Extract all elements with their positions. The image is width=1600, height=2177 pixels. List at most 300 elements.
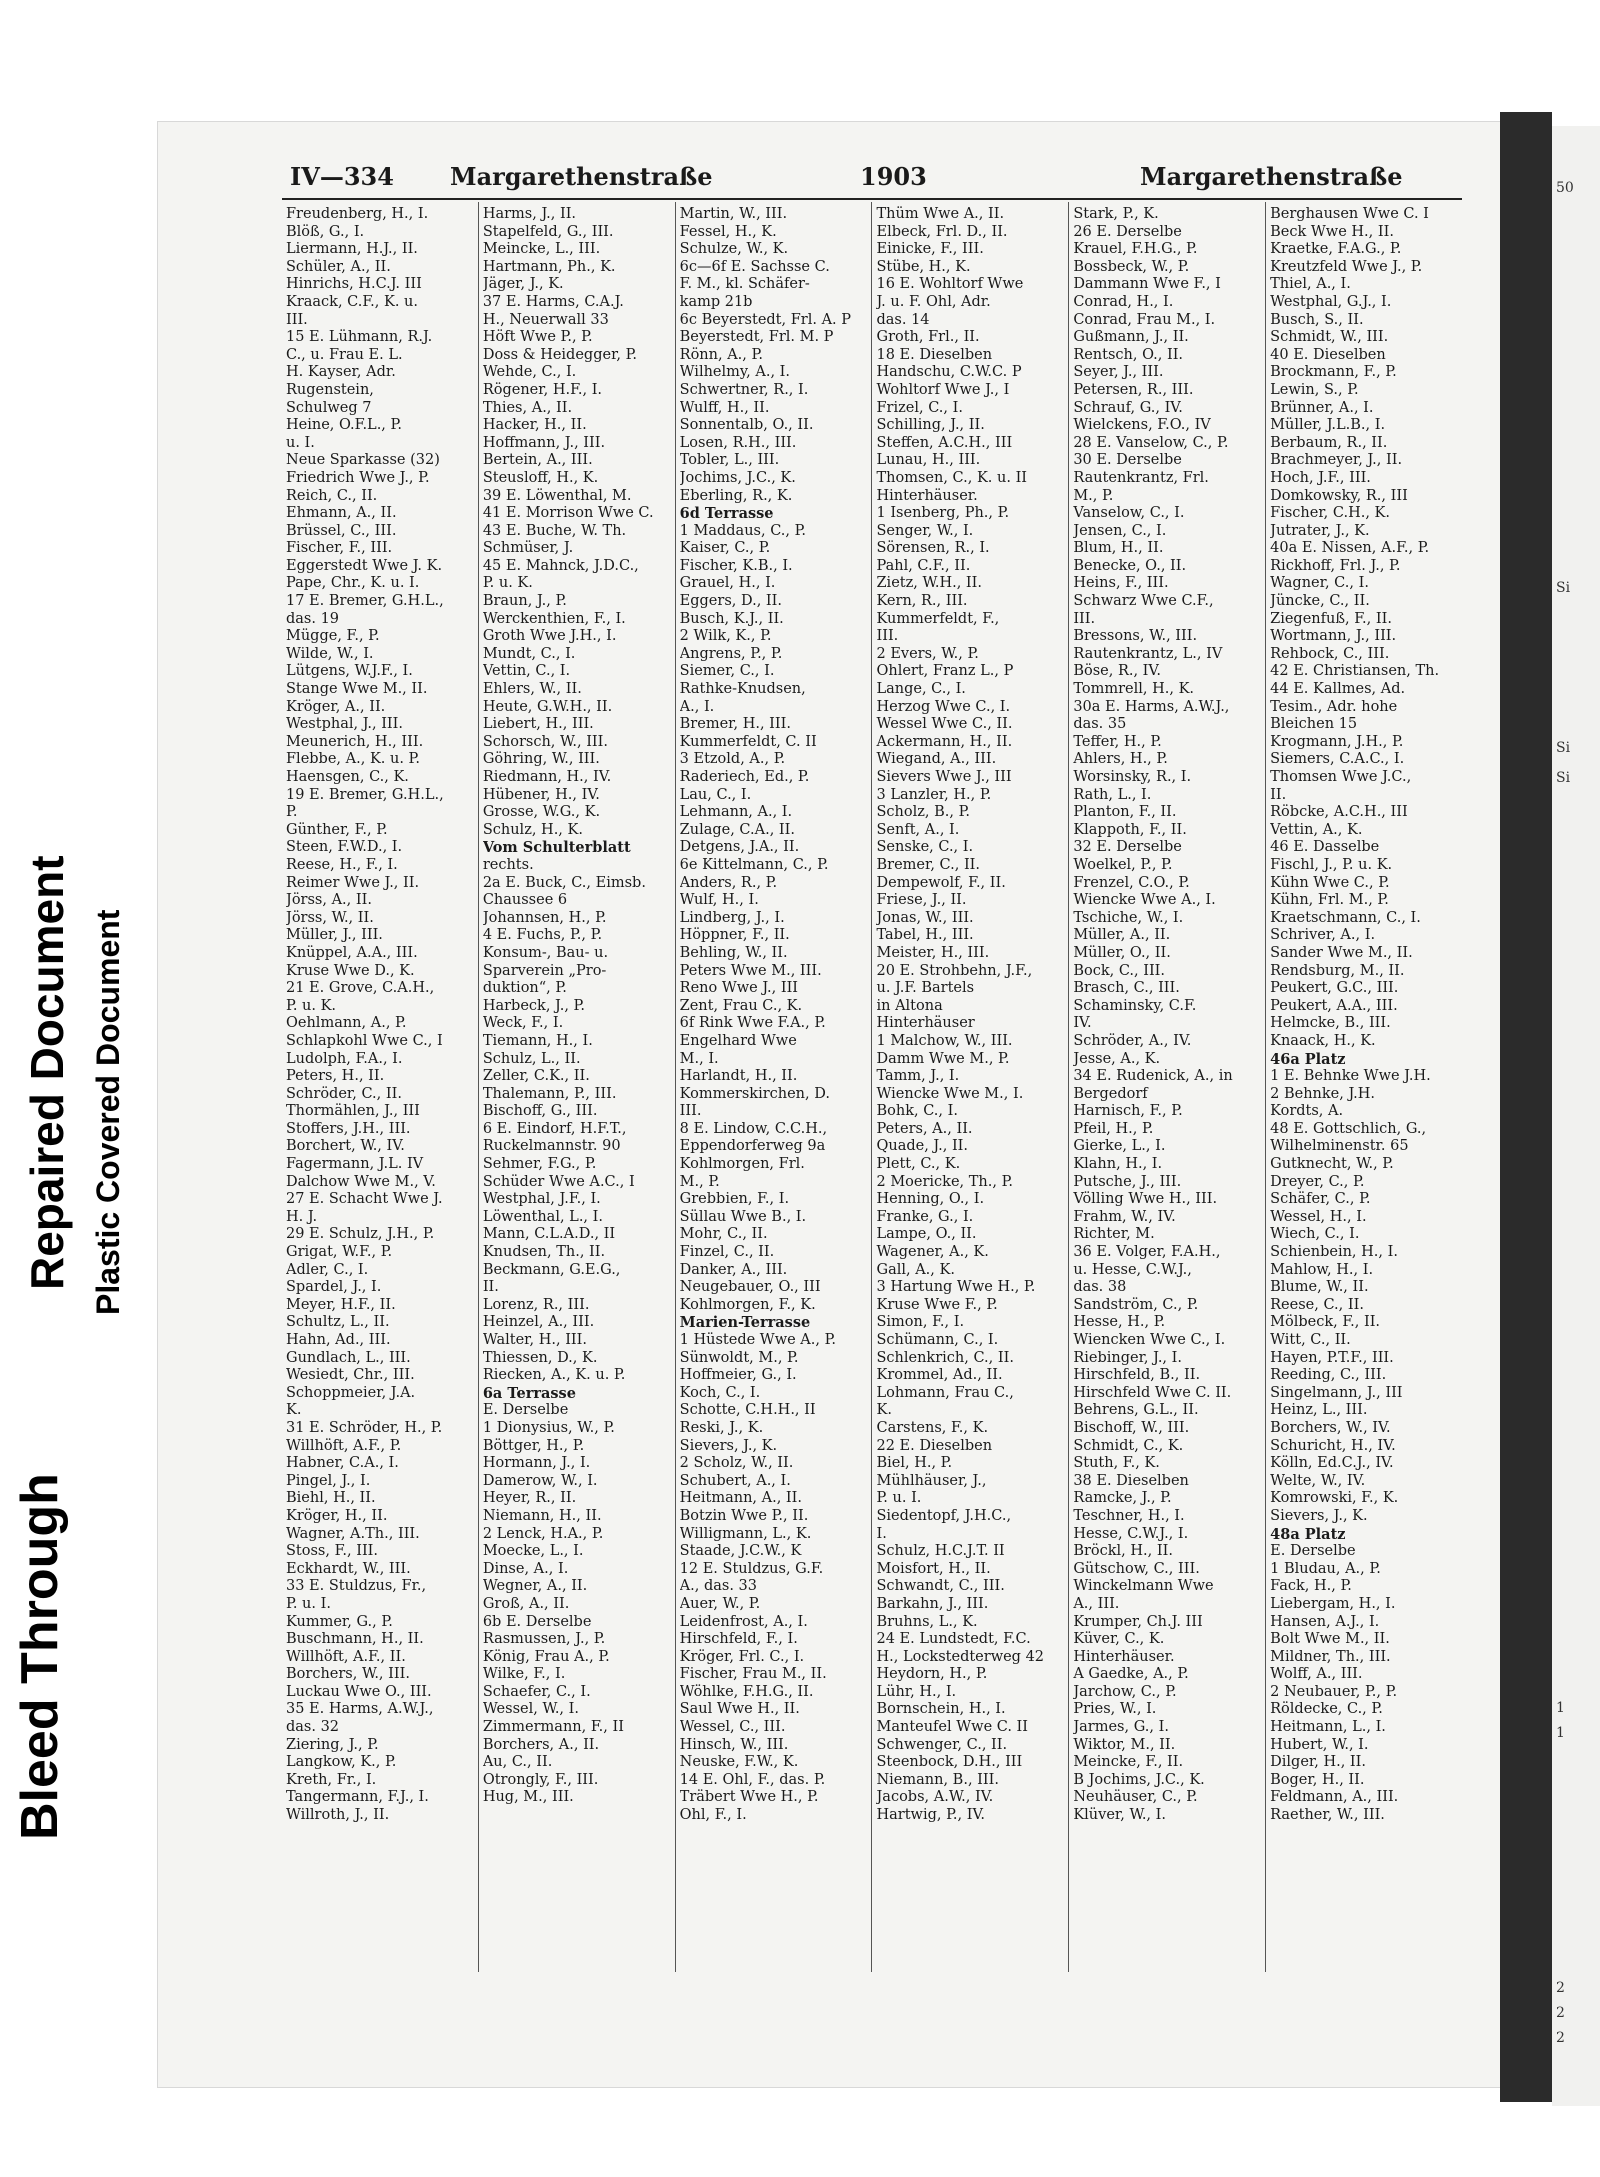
- adjacent-page-fragment: 1: [1556, 1700, 1565, 1716]
- directory-entry: Ramcke, J., P.: [1073, 1490, 1172, 1507]
- directory-entry: Schröder, C., II.: [286, 1085, 402, 1102]
- directory-entry: 39 E. Löwenthal, M.: [482, 487, 632, 504]
- directory-entry: Hesse, H., P.: [1073, 1314, 1166, 1331]
- directory-entry: Hacker, H., II.: [482, 417, 587, 434]
- directory-entry: 28 E. Vanselow, C., P.: [1073, 434, 1229, 451]
- directory-entry: Stoss, F., III.: [286, 1543, 379, 1560]
- directory-entry: Wagner, A.Th., III.: [286, 1525, 420, 1542]
- directory-entry: Bruhns, L., K.: [876, 1613, 978, 1630]
- directory-entry: Ohlert, Franz L., P: [876, 663, 1014, 680]
- directory-entry: Schilling, J., II.: [876, 417, 985, 434]
- directory-entry: Jutrater, J., K.: [1270, 522, 1370, 539]
- directory-entry: Biel, H., P.: [876, 1455, 953, 1472]
- directory-entry: Einicke, F., III.: [876, 241, 984, 258]
- directory-entry: Kreutzfeld Wwe J., P.: [1270, 258, 1423, 275]
- directory-entry: Jacobs, A.W., IV.: [876, 1789, 994, 1806]
- directory-entry: Barkahn, J., III.: [876, 1595, 989, 1612]
- directory-entry: Rickhoff, Frl. J., P.: [1270, 557, 1401, 574]
- directory-entry: Wessel, C., III.: [679, 1719, 786, 1736]
- directory-entry: duktion“, P.: [482, 980, 567, 997]
- directory-entry: Haensgen, C., K.: [286, 769, 409, 785]
- directory-entry: Mölbeck, F., II.: [1270, 1314, 1381, 1331]
- directory-entry: Bertein, A., III.: [482, 452, 593, 469]
- directory-entry: 2 Wilk, K., P.: [679, 628, 772, 645]
- directory-entry: Gundlach, L., III.: [286, 1349, 411, 1366]
- directory-entry: Eckhardt, W., III.: [286, 1560, 411, 1577]
- directory-entry: P.: [286, 804, 298, 821]
- directory-entry: Niemann, H., II.: [482, 1507, 602, 1524]
- directory-entry: 45 E. Mahnck, J.D.C.,: [482, 557, 639, 574]
- directory-entry: Putsche, J., III.: [1073, 1173, 1182, 1190]
- directory-entry: Schienbein, H., I.: [1270, 1244, 1398, 1261]
- directory-entry: u. J.F. Bartels: [876, 980, 975, 997]
- directory-entry: Rathke-Knudsen,: [679, 681, 806, 698]
- directory-entry: 37 E. Harms, C.A.J.: [482, 293, 624, 310]
- directory-entry: Hinterhäuser.: [1073, 1648, 1175, 1665]
- directory-entry: Jochims, J.C., K.: [679, 469, 796, 486]
- directory-entry: Wessel Wwe C., II.: [876, 716, 1013, 733]
- directory-entry: das. 35: [1073, 716, 1127, 733]
- directory-entry: 6c Beyerstedt, Frl. A. P: [679, 311, 852, 328]
- directory-entry: Lampe, O., II.: [876, 1226, 977, 1243]
- directory-entry: Rath, L., I.: [1073, 786, 1152, 803]
- directory-entry: Hug, M., III.: [482, 1789, 574, 1806]
- directory-entry: Reeding, C., III.: [1270, 1367, 1387, 1384]
- directory-entry: II.: [482, 1279, 499, 1296]
- directory-entry: Fischer, K.B., I.: [679, 557, 793, 574]
- directory-entry: Schaminsky, C.F.: [1073, 997, 1197, 1014]
- directory-entry: Jesse, A., K.: [1073, 1050, 1161, 1067]
- directory-entry: Hoffmeier, G., I.: [679, 1367, 797, 1384]
- directory-entry: K.: [286, 1402, 302, 1419]
- directory-entry: Petersen, R., III.: [1073, 381, 1194, 398]
- directory-entry: Spardel, J., I.: [286, 1279, 382, 1296]
- directory-entry: Lange, C., I.: [876, 681, 966, 698]
- directory-entry: 27 E. Schacht Wwe J.: [286, 1191, 443, 1208]
- directory-entry: 4 E. Fuchs, P., P.: [482, 927, 603, 944]
- directory-entry: Schmüser, J.: [482, 540, 574, 557]
- directory-entry: Detgens, J.A., II.: [679, 839, 800, 856]
- directory-entry: Worsinsky, R., I.: [1073, 769, 1192, 785]
- directory-entry: 6c—6f E. Sachsse C.: [679, 258, 830, 275]
- directory-entry: H. Kayser, Adr.: [286, 364, 396, 381]
- directory-entry: Groth, Frl., II.: [876, 329, 980, 346]
- directory-entry: Zietz, W.H., II.: [876, 575, 982, 592]
- directory-entry: Kummerfeldt, C. II: [679, 733, 817, 750]
- directory-entry: Stoffers, J.H., III.: [286, 1120, 411, 1137]
- directory-entry: Grauel, H., I.: [679, 575, 776, 592]
- directory-entry: 1 Malchow, W., III.: [876, 1032, 1013, 1049]
- directory-entry: E. Derselbe: [482, 1402, 569, 1419]
- directory-entry: Lunau, H., III.: [876, 452, 981, 469]
- directory-entry: Müller, O., II.: [1073, 944, 1171, 961]
- directory-entry: Neuske, F.W., K.: [679, 1754, 799, 1771]
- directory-entry: 15 E. Lühmann, R.J.: [286, 329, 433, 346]
- directory-entry: Franke, G., I.: [876, 1208, 974, 1225]
- directory-entry: Chaussee 6: [482, 892, 568, 909]
- directory-entry: Angrens, P., P.: [679, 645, 783, 662]
- directory-entry: Völling Wwe H., III.: [1073, 1191, 1218, 1208]
- directory-entry: 18 E. Dieselben: [876, 346, 993, 363]
- directory-entry: Steusloff, H., K.: [482, 469, 599, 486]
- directory-entry: Sievers, J., K.: [1270, 1507, 1368, 1524]
- directory-entry: Conrad, Frau M., I.: [1073, 311, 1216, 328]
- directory-entry: Tesim., Adr. hohe: [1270, 698, 1398, 715]
- directory-entry: 48a Platz: [1270, 1525, 1346, 1543]
- directory-entry: Quade, J., II.: [876, 1138, 969, 1155]
- directory-entry: Frahm, W., IV.: [1073, 1208, 1176, 1225]
- directory-entry: H., Lockstedterweg 42: [876, 1648, 1045, 1665]
- directory-entry: Mahlow, H., I.: [1270, 1261, 1374, 1278]
- directory-entry: Wilhelmy, A., I.: [679, 364, 791, 381]
- directory-entry: Rönn, A., P.: [679, 346, 763, 363]
- directory-column: [282, 202, 478, 1972]
- directory-entry: Schwenger, C., II.: [876, 1736, 1008, 1753]
- directory-entry: Mühlhäuser, J.,: [876, 1472, 987, 1489]
- directory-entry: Bressons, W., III.: [1073, 628, 1198, 645]
- directory-entry: Zeller, C.K., II.: [482, 1068, 590, 1085]
- directory-entry: Liermann, H.J., II.: [286, 241, 418, 258]
- directory-entry: Senske, C., I.: [876, 839, 974, 856]
- directory-entry: Lewin, S., P.: [1270, 381, 1359, 398]
- directory-entry: Bischoff, G., III.: [482, 1103, 598, 1120]
- directory-entry: Schlapkohl Wwe C., I: [286, 1032, 443, 1049]
- directory-entry: Peukert, A.A., III.: [1270, 997, 1398, 1014]
- directory-entry: Wesiedt, Chr., III.: [286, 1367, 415, 1384]
- directory-entry: Schrauf, G., IV.: [1073, 399, 1183, 416]
- directory-entry: Heinz, L., III.: [1270, 1402, 1368, 1419]
- directory-entry: Dinse, A., I.: [482, 1560, 569, 1577]
- directory-entry: Raderiech, Ed., P.: [679, 769, 810, 785]
- header-rule: [282, 198, 1462, 200]
- directory-entry: Bleichen 15: [1270, 716, 1358, 733]
- directory-entry: Steen, F.W.D., I.: [286, 839, 403, 856]
- directory-entry: Krommel, Ad., II.: [876, 1367, 1003, 1384]
- directory-entry: Losen, R.H., III.: [679, 434, 797, 451]
- page-gutter-shadow: [1500, 112, 1552, 2102]
- directory-entry: Schüder Wwe A.C., I: [482, 1173, 635, 1190]
- directory-entry: Klappoth, F., II.: [1073, 821, 1187, 838]
- directory-entry: Sievers, J., K.: [679, 1437, 778, 1454]
- directory-columns: [282, 202, 1462, 1972]
- directory-entry: Auer, W., P.: [679, 1595, 761, 1612]
- directory-entry: Sehmer, F.G., P.: [482, 1156, 597, 1173]
- directory-entry: Elbeck, Frl. D., II.: [876, 223, 1008, 240]
- directory-entry: Helmcke, B., III.: [1270, 1015, 1391, 1032]
- directory-entry: Böse, R., IV.: [1073, 663, 1161, 680]
- directory-entry: 33 E. Stuldzus, Fr.,: [286, 1578, 427, 1595]
- directory-entry: Bornschein, H., I.: [876, 1701, 1006, 1718]
- directory-entry: Dreyer, C., P.: [1270, 1173, 1365, 1190]
- directory-entry: 14 E. Ohl, F., das. P.: [679, 1771, 826, 1788]
- adjacent-page-fragment: 2: [1556, 1980, 1565, 1996]
- directory-entry: A., III.: [1073, 1595, 1120, 1612]
- directory-entry: Meyer, H.F., II.: [286, 1296, 396, 1313]
- directory-entry: Werckenthien, F., I.: [482, 610, 626, 627]
- directory-entry: Wessel, H., I.: [1270, 1208, 1367, 1225]
- directory-entry: 40 E. Dieselben: [1270, 346, 1386, 363]
- directory-entry: Schmidt, W., III.: [1270, 329, 1389, 346]
- directory-entry: Tamm, J., I.: [876, 1068, 960, 1085]
- directory-entry: Fessel, H., K.: [679, 223, 777, 240]
- directory-entry: Seyer, J., III.: [1073, 364, 1164, 381]
- directory-entry: Henning, O., I.: [876, 1191, 985, 1208]
- directory-entry: Schwarz Wwe C.F.,: [1073, 593, 1214, 610]
- directory-entry: Borchert, W., IV.: [286, 1138, 405, 1155]
- directory-entry: Ohl, F., I.: [679, 1807, 747, 1824]
- directory-entry: 2 Moericke, Th., P.: [876, 1173, 1014, 1190]
- directory-entry: Sünwoldt, M., P.: [679, 1349, 799, 1366]
- directory-entry: Reich, C., II.: [286, 487, 378, 504]
- directory-entry: Simon, F., I.: [876, 1314, 965, 1331]
- directory-entry: Grebbien, F., I.: [679, 1191, 790, 1208]
- directory-entry: Handschu, C.W.C. P: [876, 364, 1022, 381]
- directory-entry: Eppendorferweg 9a: [679, 1138, 826, 1155]
- directory-entry: Walter, H., III.: [482, 1332, 587, 1348]
- directory-entry: Fischer, Frau M., II.: [679, 1666, 827, 1683]
- directory-entry: 44 E. Kallmes, Ad.: [1270, 681, 1406, 698]
- directory-entry: Thalemann, P., III.: [482, 1085, 617, 1102]
- directory-entry: 17 E. Bremer, G.H.L.,: [286, 593, 444, 610]
- directory-entry: Hormann, J., I.: [482, 1455, 591, 1472]
- directory-entry: Bröckl, H., II.: [1073, 1543, 1173, 1560]
- directory-entry: Pfeil, H., P.: [1073, 1120, 1154, 1137]
- page-header: [290, 162, 1440, 196]
- directory-entry: Reese, C., II.: [1270, 1296, 1364, 1313]
- directory-entry: Neuhäuser, C., P.: [1073, 1789, 1198, 1806]
- directory-entry: Pingel, J., I.: [286, 1472, 371, 1489]
- directory-entry: Neugebauer, O., III: [679, 1279, 821, 1296]
- directory-entry: Au, C., II.: [482, 1754, 553, 1771]
- directory-entry: Kraetke, F.A.G., P.: [1270, 241, 1402, 258]
- directory-entry: Ackermann, H., II.: [876, 733, 1013, 750]
- directory-entry: Böttger, H., P.: [482, 1437, 585, 1454]
- directory-entry: 34 E. Rudenick, A., in: [1073, 1068, 1233, 1085]
- directory-entry: Biehl, H., II.: [286, 1490, 376, 1507]
- directory-entry: Kruse Wwe D., K.: [286, 962, 415, 979]
- directory-entry: 1 Isenberg, Ph., P.: [876, 505, 1010, 522]
- directory-entry: E. Derselbe: [1270, 1543, 1356, 1560]
- directory-entry: Rögener, H.F., I.: [482, 381, 603, 398]
- directory-entry: Dilger, H., II.: [1270, 1754, 1366, 1771]
- directory-entry: Kordts, A.: [1270, 1103, 1344, 1120]
- directory-entry: Reno Wwe J., III: [679, 980, 799, 997]
- directory-entry: Beck Wwe H., II.: [1270, 223, 1394, 240]
- directory-entry: 2 Lenck, H.A., P.: [482, 1525, 604, 1542]
- directory-entry: Teschner, H., I.: [1073, 1507, 1185, 1524]
- directory-entry: Buschmann, H., II.: [286, 1631, 424, 1648]
- directory-entry: Rautenkrantz, Frl.: [1073, 469, 1209, 486]
- directory-entry: Zimmermann, F., II: [482, 1719, 624, 1736]
- directory-entry: Kommerskirchen, D.: [679, 1085, 830, 1102]
- directory-entry: 2 Scholz, W., II.: [679, 1455, 794, 1472]
- adjacent-page-fragment: Si: [1556, 770, 1571, 786]
- directory-entry: Grosse, W.G., K.: [482, 804, 601, 821]
- directory-entry: Heydorn, H., P.: [876, 1666, 988, 1683]
- directory-entry: Luckau Wwe O., III.: [286, 1683, 432, 1700]
- directory-entry: Winckelmann Wwe: [1073, 1578, 1214, 1595]
- directory-entry: Thormählen, J., III: [286, 1103, 420, 1120]
- directory-entry: Moisfort, H., II.: [876, 1560, 991, 1577]
- directory-entry: Lindberg, J., I.: [679, 909, 785, 926]
- directory-entry: 30 E. Derselbe: [1073, 452, 1182, 469]
- directory-entry: Herzog Wwe C., I.: [876, 698, 1011, 715]
- directory-entry: Höppner, F., II.: [679, 927, 790, 944]
- directory-entry: Leidenfrost, A., I.: [679, 1613, 808, 1630]
- directory-entry: Höft Wwe P., P.: [482, 329, 593, 346]
- directory-entry: Süllau Wwe B., I.: [679, 1208, 807, 1225]
- directory-entry: Fischl, J., P. u. K.: [1270, 856, 1393, 873]
- directory-entry: Schüler, A., II.: [286, 258, 391, 275]
- directory-entry: Woelkel, P., P.: [1073, 856, 1173, 873]
- directory-entry: Rautenkrantz, L., IV: [1073, 645, 1223, 662]
- directory-entry: Anders, R., P.: [679, 874, 778, 891]
- directory-entry: Otrongly, F., III.: [482, 1771, 599, 1788]
- directory-entry: Senft, A., I.: [876, 821, 960, 838]
- directory-entry: Knüppel, A.A., III.: [286, 944, 418, 961]
- directory-entry: Schäfer, C., P.: [1270, 1191, 1371, 1208]
- directory-entry: Hirschfeld, F., I.: [679, 1631, 798, 1648]
- directory-entry: Westphal, J.F., I.: [482, 1191, 601, 1208]
- directory-entry: Rasmussen, J., P.: [482, 1631, 606, 1648]
- directory-entry: Benecke, O., II.: [1073, 557, 1187, 574]
- directory-entry: 46 E. Dasselbe: [1270, 839, 1380, 856]
- directory-entry: Jarmes, G., I.: [1073, 1719, 1169, 1736]
- directory-entry: Wilke, F., I.: [482, 1666, 566, 1683]
- directory-entry: Busch, K.J., II.: [679, 610, 784, 627]
- directory-entry: Schulze, W., K.: [679, 241, 789, 258]
- adjacent-page-fragment: 2: [1556, 2005, 1565, 2021]
- directory-entry: Vettin, A., K.: [1270, 821, 1363, 838]
- directory-entry: Hirschfeld Wwe C. II.: [1073, 1384, 1232, 1401]
- directory-entry: P. u. I.: [876, 1490, 922, 1507]
- directory-entry: Wehde, C., I.: [482, 364, 577, 381]
- directory-entry: Knaack, H., K.: [1270, 1032, 1376, 1049]
- directory-entry: 6a Terrasse: [482, 1384, 576, 1402]
- directory-entry: Borchers, W., III.: [286, 1666, 410, 1683]
- directory-column: [478, 202, 675, 1972]
- directory-entry: II.: [1270, 786, 1287, 803]
- directory-entry: 3 Hartung Wwe H., P.: [876, 1279, 1036, 1296]
- directory-entry: Dempewolf, F., II.: [876, 874, 1006, 891]
- directory-entry: Carstens, F., K.: [876, 1419, 989, 1436]
- directory-entry: Müller, A., II.: [1073, 927, 1171, 944]
- directory-entry: P. u. K.: [286, 997, 337, 1014]
- directory-entry: Meunerich, H., III.: [286, 733, 424, 750]
- directory-entry: Fagermann, J.L. IV: [286, 1156, 424, 1173]
- directory-entry: A., das. 33: [679, 1578, 757, 1595]
- directory-entry: Doss & Heidegger, P.: [482, 346, 638, 363]
- directory-entry: Groth Wwe J.H., I.: [482, 628, 617, 645]
- directory-entry: Hinsch, W., III.: [679, 1736, 789, 1753]
- directory-entry: Lorenz, R., III.: [482, 1296, 590, 1313]
- directory-entry: Wiencke Wwe M., I.: [876, 1085, 1024, 1102]
- directory-entry: Löwenthal, L., I.: [482, 1208, 603, 1225]
- directory-entry: Damerow, W., I.: [482, 1472, 598, 1489]
- directory-entry: Danker, A., III.: [679, 1261, 788, 1278]
- directory-entry: 2 Behnke, J.H.: [1270, 1085, 1376, 1102]
- directory-column: [1068, 202, 1265, 1972]
- directory-entry: Wortmann, J., III.: [1270, 628, 1397, 645]
- directory-entry: Bolt Wwe M., II.: [1270, 1631, 1390, 1648]
- directory-entry: Schriver, A., I.: [1270, 927, 1376, 944]
- directory-entry: Lau, C., I.: [679, 786, 752, 803]
- directory-entry: Heyer, R., II.: [482, 1490, 577, 1507]
- directory-entry: u. Hesse, C.W.J.,: [1073, 1261, 1192, 1278]
- directory-entry: 24 E. Lundstedt, F.C.: [876, 1631, 1031, 1648]
- directory-entry: B Jochims, J.C., K.: [1073, 1771, 1205, 1788]
- directory-entry: Rugenstein,: [286, 381, 374, 398]
- directory-entry: Kohlmorgen, F., K.: [679, 1296, 816, 1313]
- directory-entry: Röldecke, C., P.: [1270, 1701, 1383, 1718]
- directory-entry: 43 E. Buche, W. Th.: [482, 522, 627, 539]
- directory-entry: Berghausen Wwe C. I: [1270, 206, 1429, 222]
- directory-entry: Wiencke Wwe A., I.: [1073, 892, 1216, 909]
- directory-entry: Hinrichs, H.C.J. III: [286, 276, 422, 293]
- directory-entry: Schubert, A., I.: [679, 1472, 791, 1489]
- street-title-left: Margarethenstraße: [450, 162, 713, 191]
- directory-entry: Schümann, C., I.: [876, 1332, 999, 1348]
- directory-entry: Berbaum, R., II.: [1270, 434, 1388, 451]
- directory-entry: in Altona: [876, 997, 943, 1014]
- directory-entry: Kreth, Fr., I.: [286, 1771, 377, 1788]
- directory-entry: Martin, W., III.: [679, 206, 788, 222]
- directory-entry: kamp 21b: [679, 293, 753, 310]
- directory-entry: Steffen, A.C.H., III: [876, 434, 1013, 451]
- directory-entry: Liebergam, H., I.: [1270, 1595, 1396, 1612]
- directory-entry: Heinzel, A., III.: [482, 1314, 595, 1331]
- directory-entry: Willigmann, L., K.: [679, 1525, 812, 1542]
- directory-entry: Gußmann, J., II.: [1073, 329, 1189, 346]
- directory-entry: Sandström, C., P.: [1073, 1296, 1199, 1313]
- directory-entry: Blum, H., II.: [1073, 540, 1164, 557]
- directory-entry: Schotte, C.H.H., II: [679, 1402, 816, 1419]
- directory-entry: H. J.: [286, 1208, 318, 1225]
- directory-entry: Pries, W., I.: [1073, 1701, 1157, 1718]
- directory-entry: Brachmeyer, J., II.: [1270, 452, 1403, 469]
- directory-entry: Raether, W., III.: [1270, 1807, 1385, 1824]
- directory-entry: Blume, W., II.: [1270, 1279, 1369, 1296]
- directory-entry: 6 E. Eindorf, H.F.T.,: [482, 1120, 627, 1137]
- directory-entry: Harbeck, J., P.: [482, 997, 585, 1014]
- directory-entry: Meincke, L., III.: [482, 241, 601, 258]
- directory-entry: das. 14: [876, 311, 930, 328]
- directory-entry: Stapelfeld, G., III.: [482, 223, 614, 240]
- directory-entry: I.: [876, 1525, 887, 1542]
- directory-entry: Hansen, A.J., I.: [1270, 1613, 1380, 1630]
- directory-entry: Vom Schulterblatt: [482, 839, 631, 857]
- directory-entry: Frizel, C., I.: [876, 399, 963, 416]
- bleed-through-label: Bleed Through: [11, 1473, 69, 1840]
- adjacent-page-fragment: 50: [1556, 180, 1574, 196]
- directory-entry: 6b E. Derselbe: [482, 1613, 592, 1630]
- directory-entry: Botzin Wwe P., II.: [679, 1507, 809, 1524]
- directory-entry: Träbert Wwe H., P.: [679, 1789, 819, 1806]
- directory-entry: Johannsen, H., P.: [482, 909, 607, 926]
- directory-entry: Peters, A., II.: [876, 1120, 973, 1137]
- directory-entry: Kaiser, C., P.: [679, 540, 771, 557]
- directory-entry: Richter, M.: [1073, 1226, 1155, 1243]
- scan-annotation-labels: [0, 760, 150, 1860]
- directory-entry: Marien-Terrasse: [679, 1314, 811, 1332]
- directory-entry: 26 E. Derselbe: [1073, 223, 1182, 240]
- directory-entry: Wolff, A., III.: [1270, 1666, 1363, 1683]
- directory-entry: Manteufel Wwe C. II: [876, 1719, 1029, 1736]
- directory-entry: Wiech, C., I.: [1270, 1226, 1360, 1243]
- directory-entry: Oehlmann, A., P.: [286, 1015, 407, 1032]
- directory-entry: Schröder, A., IV.: [1073, 1032, 1192, 1049]
- directory-entry: Brasch, C., III.: [1073, 980, 1180, 997]
